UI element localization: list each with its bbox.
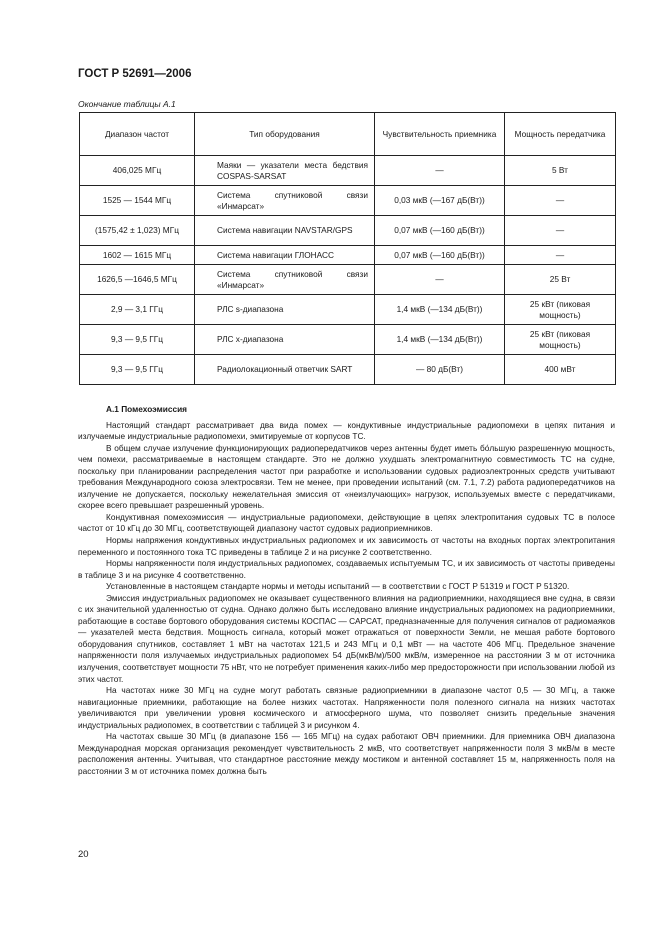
table-row [80,325,616,355]
cell-equipment-type: Система спутниковой связи «Инмарсат» [195,186,375,216]
cell-power: — [505,186,616,216]
paragraph: На частотах ниже 30 МГц на судне могут работать связные радиоприемники в диапазоне частот 0,5 — 30 МГц, а также навигационные приемники, работающие на более низких частотах. Напряженности поля полезного сигнала на низких частотах увеличиваются при увеличении уровня космического и атмосферного шума, что позволяет снизить предельные значения индустриальных радиопомех, в соответствии с таблицей 3 и рисунком 4. [78,685,615,730]
cell-sensitivity: 0,07 мкВ (—160 дБ(Вт)) [375,216,505,246]
cell-frequency-range: 1525 — 1544 МГц [80,186,195,216]
paragraph: Нормы напряжения кондуктивных индустриальных радиопомех и их зависимость от частоты на входных портах электропитания переменного и постоянного тока ТС приведены в таблице 2 и на рисунке 2 соответственно. [78,535,615,557]
cell-sensitivity: 1,4 мкВ (—134 дБ(Вт)) [375,325,505,355]
cell-power: 25 кВт (пиковая мощность) [505,325,616,355]
table-row [80,355,616,385]
cell-sensitivity: — [375,265,505,295]
cell-equipment-type: Радиолокационный ответчик SART [195,355,375,385]
cell-frequency-range: 2,9 — 3,1 ГГц [80,295,195,325]
table-row [80,186,616,216]
section-body [78,404,615,778]
column-header: Мощность передатчика [505,113,616,156]
column-header: Диапазон частот [80,113,195,156]
cell-frequency-range: 9,3 — 9,5 ГГц [80,355,195,385]
cell-equipment-type: Система спутниковой связи «Инмарсат» [195,265,375,295]
cell-frequency-range: 406,025 МГц [80,156,195,186]
column-header: Чувствительность приемника [375,113,505,156]
cell-power: 25 Вт [505,265,616,295]
table-row [80,216,616,246]
cell-sensitivity: — 80 дБ(Вт) [375,355,505,385]
table-row [80,156,616,186]
paragraph: На частотах свыше 30 МГц (в диапазоне 156 — 165 МГц) на судах работают ОВЧ приемники. Для приемника ОВЧ диапазона Международная морская организация рекомендует чувствительность 2 мкВ, что соответствует напряженности поля 3 мкВ/м в месте расположения антенны. Учитывая, что стандартное расстояние между мостиком и антенной составляет 15 м, напряженность поля на расстоянии 3 м от источника помех должна быть [78,731,615,776]
cell-equipment-type: Маяки — указатели места бедствия COSPAS-SARSAT [195,156,375,186]
paragraph: Кондуктивная помехоэмиссия — индустриальные радиопомехи, действующие в цепях электропитания судовых ТС в полосе частот от 10 кГц до 30 МГц, соответствующей диапазону частот судовых радиоприемников. [78,511,615,534]
cell-frequency-range: 9,3 — 9,5 ГГц [80,325,195,355]
cell-sensitivity: 1,4 мкВ (—134 дБ(Вт)) [375,295,505,325]
cell-frequency-range: (1575,42 ± 1,023) МГц [80,216,195,246]
page-number: 20 [78,849,89,860]
cell-frequency-range: 1602 — 1615 МГц [80,246,195,265]
paragraph: В общем случае излучение функционирующих радиопередатчиков через антенны будет иметь бо́льшую разрешенную мощность, чем помехи, рассматриваемые в настоящем стандарте. Это не должно ухудшать электромагнитную совместимость ТС на судне, поскольку при планировании распределения частот при разработке и использовании судовых радиоэлектронных средств учитывают требования Международного союза электросвязи. Тем не менее, при проведении испытаний (см. 7.1, 7.2) работа радиопередатчиков на излучение не допускается, поскольку нежелательная эмиссия от «неизлучающих» нагрузок, используемых вместе с передатчиками, скорее всего превышает разрешенный уровень. [78,442,615,511]
cell-frequency-range: 1626,5 —1646,5 МГц [80,265,195,295]
cell-equipment-type: РЛС s-диапазона [195,295,375,325]
cell-power: 25 кВт (пиковая мощность) [505,295,616,325]
table-header-row [80,113,616,156]
cell-sensitivity: 0,03 мкВ (—167 дБ(Вт)) [375,186,505,216]
cell-equipment-type: Система навигации NAVSTAR/GPS [195,216,375,246]
equipment-table [79,112,616,385]
cell-power: — [505,216,616,246]
column-header: Тип оборудования [195,113,375,156]
paragraph: Нормы напряженности поля индустриальных радиопомех, создаваемых испытуемым ТС, и их зависимость от частоты приведены в таблице 3 и на рисунке 4 соответственно. [78,558,615,580]
cell-sensitivity: 0,07 мкВ (—160 дБ(Вт)) [375,246,505,265]
paragraph: Установленные в настоящем стандарте нормы и методы испытаний — в соответствии с ГОСТ Р 51319 и ГОСТ Р 51320. [106,581,570,592]
cell-power: 5 Вт [505,156,616,186]
table-row [80,246,616,265]
cell-power: — [505,246,616,265]
table-row [80,265,616,295]
cell-sensitivity: — [375,156,505,186]
document-code: ГОСТ Р 52691—2006 [78,68,192,80]
paragraph: Эмиссия индустриальных радиопомех не оказывает существенного влияния на радиоприемники, находящиеся вне судна, в связи с их значительной удаленностью от судна. Однако должно быть исследовано влияние индустриальных радиопомех на радиоприемники, работающие в составе бортового оборудования системы КОСПАС — САРСАТ, предназначенные для получения сигналов от радиомаяков — указателей места бедствия. Мощность сигнала, который может отражаться от поверхности Земли, не мешая работе бортового оборудования спутников, составляет 1 мВт на частотах 121,5 и 243 МГц и 0,1 мВт — на частоте 406 МГц. Предельное значение напряженности поля излучаемых индустриальных радиопомех 54 дБ(мкВ/м)/500 мкВ/м, измеренное на расстоянии 3 м от источника излучения, соответствует мощности 75 нВт, что не потребует применения каких-либо мер предосторожности при использовании любой из этих частот. [78,592,615,684]
table-caption: Окончание таблицы А.1 [78,99,176,109]
cell-equipment-type: Система навигации ГЛОНАСС [195,246,375,265]
cell-equipment-type: РЛС x-диапазона [195,325,375,355]
paragraph: Настоящий стандарт рассматривает два вида помех — кондуктивные индустриальные радиопомехи в цепях питания и излучаемые индустриальные радиопомехи, эмитируемые от корпусов ТС. [78,419,615,442]
table-row [80,295,616,325]
section-title: А.1 Помехоэмиссия [106,404,188,414]
cell-power: 400 мВт [505,355,616,385]
